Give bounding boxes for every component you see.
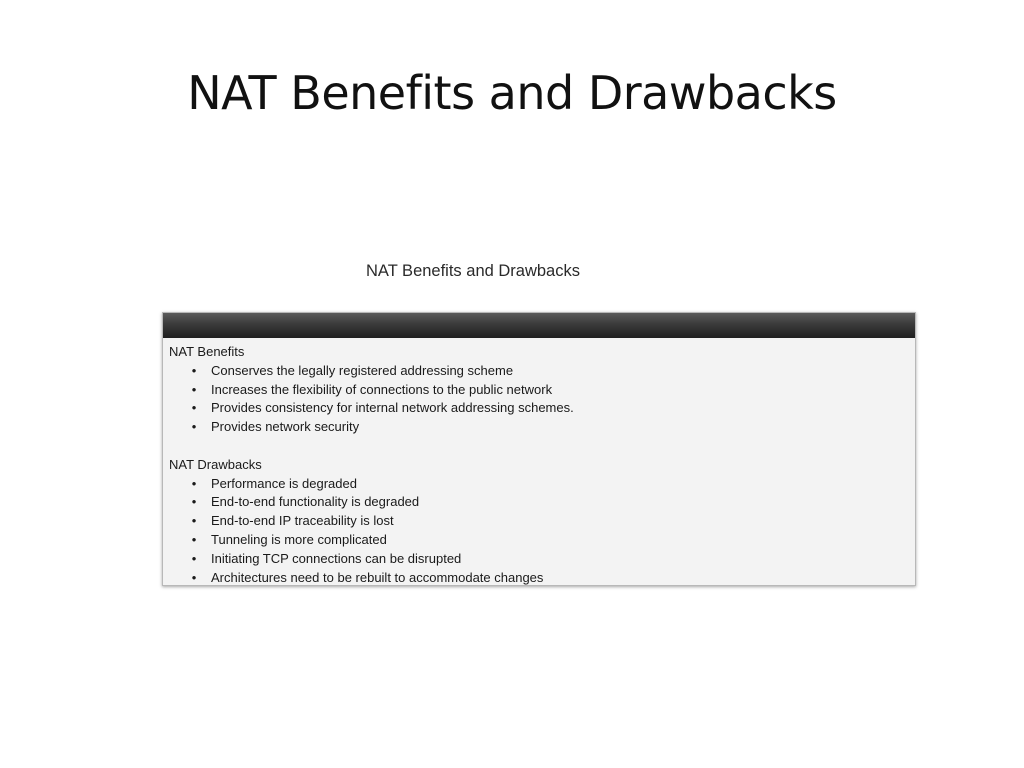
list-item [169,399,909,418]
list-item-text: Increases the flexibility of connections to the public network [211,381,553,397]
section-heading: NAT Drawbacks [169,456,262,472]
list-item [169,531,909,550]
section-heading: NAT Benefits [169,344,245,359]
list-item-text: End-to-end IP traceability is lost [211,513,394,529]
benefits-drawbacks-table [162,312,916,586]
bullet-icon: • [191,494,197,510]
figure-caption: NAT Benefits and Drawbacks [366,262,580,280]
section-spacer [169,437,909,456]
bullet-icon: • [191,362,197,378]
bullet-icon: • [191,381,197,397]
slide-title: NAT Benefits and Drawbacks [187,66,837,120]
list-item [169,475,909,494]
list-item-text: Conserves the legally registered addressing scheme [211,362,514,378]
list-item [169,493,909,512]
benefits-list [169,362,909,437]
drawbacks-list [169,475,909,588]
list-item [169,550,909,569]
bullet-icon: • [191,475,197,491]
list-item-text: End-to-end functionality is degraded [211,494,420,510]
list-item [169,418,909,437]
list-item [169,512,909,531]
list-item-text: Initiating TCP connections can be disrupted [211,550,462,566]
bullet-icon: • [191,513,197,529]
benefits-section [169,343,909,437]
list-item [169,381,909,400]
bullet-icon: • [191,569,197,585]
bullet-icon: • [191,419,197,435]
list-item [169,569,909,588]
bullet-icon: • [191,550,197,566]
list-item-text: Performance is degraded [211,475,357,491]
table-header-bar [163,313,915,338]
table-content [169,343,909,587]
list-item [169,362,909,381]
drawbacks-section [169,456,909,588]
list-item-text: Provides network security [211,419,360,435]
list-item-text: Architectures need to be rebuilt to accommodate changes [211,569,544,585]
list-item-text: Tunneling is more complicated [211,531,387,547]
bullet-icon: • [191,400,197,416]
bullet-icon: • [191,531,197,547]
list-item-text: Provides consistency for internal network addressing schemes. [211,400,574,416]
